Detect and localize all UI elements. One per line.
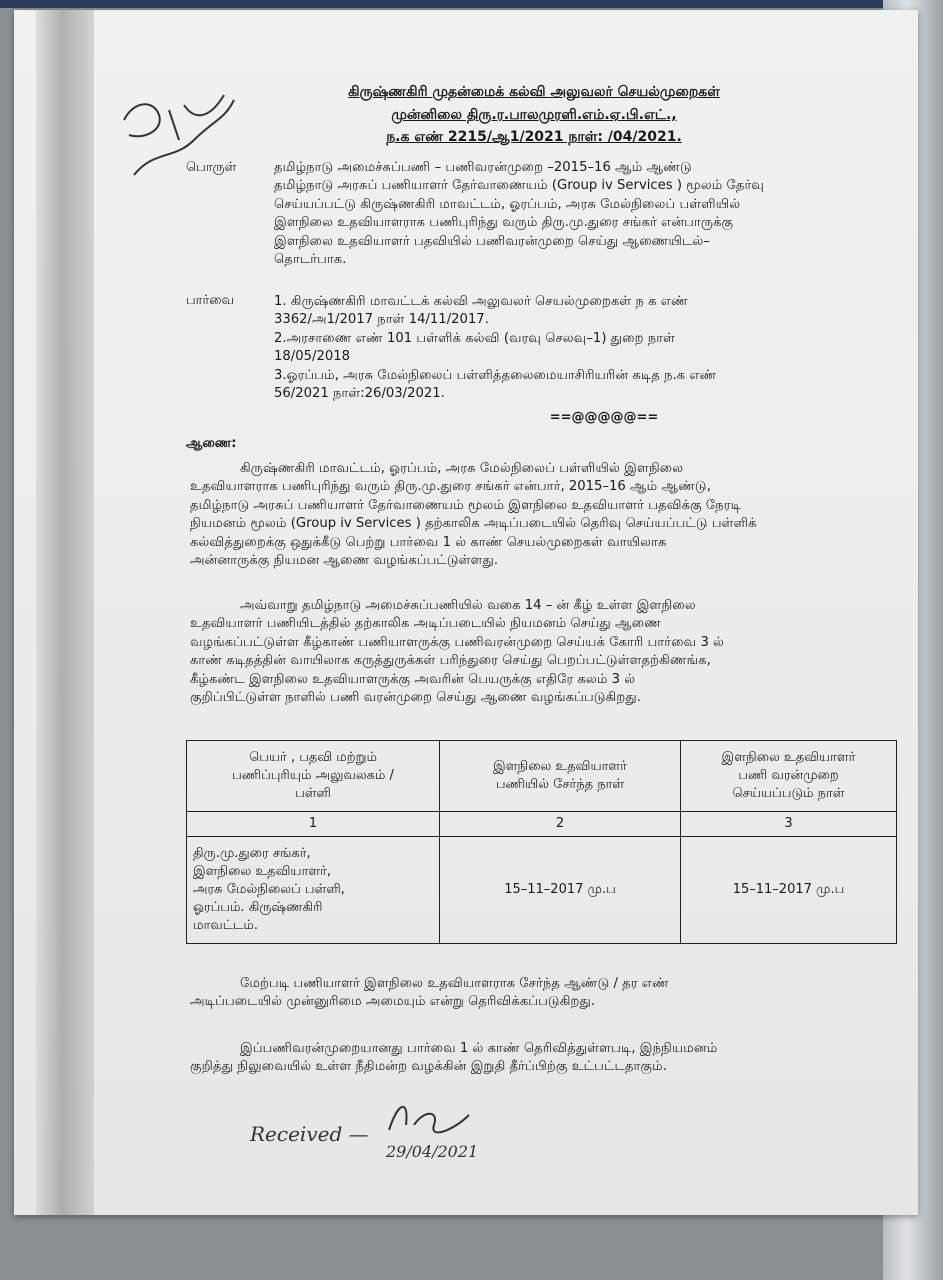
para3-line: மேற்படி பணியாளர் இளநிலை உதவியாளராக சேர்ந்த ஆண்டு / தர எண்	[240, 976, 669, 991]
employee-detail-line: திரு.மு.துரை சங்கர்,	[193, 846, 311, 861]
employee-details-cell	[187, 837, 440, 944]
paragraph-3	[190, 975, 890, 1012]
employee-detail-line: ஓரப்பம். கிருஷ்ணகிரி	[193, 900, 323, 915]
subject-line: இளநிலை உதவியாளர் பதவியில் பணிவரன்முறை செய்து ஆணையிடல்–	[274, 233, 711, 249]
header-text: இளநிலை உதவியாளர்	[721, 750, 856, 765]
para2-line: அவ்வாறு தமிழ்நாடு அமைச்சுப்பணியில் வகை 14 – ன் கீழ் உள்ள இளநிலை	[240, 598, 696, 613]
subject-line: தொடர்பாக.	[274, 252, 347, 268]
table-header-cell	[187, 741, 440, 812]
table-header-cell	[440, 741, 681, 812]
header-text: பணியில் சேர்ந்த நாள்	[495, 777, 625, 792]
header-text: பணி வரன்முறை	[738, 768, 839, 783]
subject-line: இளநிலை உதவியாளராக பணிபுரிந்து வரும் திரு.மு.துரை சங்கர் என்பாருக்கு	[274, 215, 734, 231]
column-number: 1	[187, 812, 440, 837]
header-text: பணிப்புரியும் அலுவலகம் /	[232, 768, 394, 783]
para1-line: நியமனம் மூலம் (Group iv Services ) தற்காலிக அடிப்படையில் தெரிவு செய்யப்பட்டு பள்ளிக்	[190, 516, 757, 532]
separator: ==@@@@@==	[549, 410, 659, 425]
para1-line: தமிழ்நாடு அரசுப் பணியாளர் தேர்வாணையம் மூலம் இளநிலை உதவியாளர் பதவிக்கு நேரடி	[190, 497, 742, 513]
subject-line: செய்யப்பட்டு கிருஷ்ணகிரி மாவட்டம், ஓரப்பம், அரசு மேல்நிலைப் பள்ளியில்	[274, 196, 741, 212]
para1-line: உதவியாளராக பணிபுரிந்து வரும் திரு.மு.துரை சங்கர் என்பார், 2015–16 ஆம் ஆண்டு,	[190, 479, 711, 495]
reference-label: பார்வை	[186, 293, 235, 308]
para1-line: கிருஷ்ணகிரி மாவட்டம், ஓரப்பம், அரசு மேல்நிலைப் பள்ளியில் இளநிலை	[240, 461, 684, 476]
regularized-date-cell: 15–11–2017 மு.ப	[681, 837, 897, 944]
paragraph-1	[190, 460, 890, 570]
table-header-cell	[681, 741, 897, 812]
photo-background-top	[0, 0, 943, 8]
regularization-table	[186, 740, 897, 944]
employee-detail-line: அரசு மேல்நிலைப் பள்ளி,	[193, 882, 345, 897]
para4-line: இப்பணிவரன்முறையானது பார்வை 1 ல் காண் தெரிவித்துள்ளபடி, இந்நியமனம்	[240, 1041, 718, 1056]
reference-line: 3.ஓரப்பம், அரசு மேல்நிலைப் பள்ளித்தலைமையாசிரியரின் கடித ந.க எண்	[274, 367, 717, 383]
employee-detail-line: மாவட்டம்.	[193, 918, 258, 933]
header-text: செய்யப்படும் நாள்	[732, 786, 845, 801]
header-text: பள்ளி	[295, 786, 331, 801]
para4-line: குறித்து நிலுவையில் உள்ள நீதிமன்ற வழக்கின் இறுதி தீர்ப்பிற்கு உட்பட்டதாகும்.	[190, 1059, 667, 1075]
para2-line: காண் கடிதத்தின் வாயிலாக கருத்துருக்கள் பரிந்துரை செய்து பெறப்பட்டுள்ளதற்கிணங்க,	[190, 653, 711, 669]
subject-text	[274, 159, 874, 269]
header-line-3: ந.க எண் 2215/ஆ1/2021 நாள்: /04/2021.	[386, 129, 682, 145]
reference-line: 56/2021 நாள்:26/03/2021.	[274, 386, 445, 402]
document-page	[14, 10, 918, 1215]
paragraph-2	[190, 597, 890, 707]
table-number-row	[187, 812, 897, 837]
para1-line: அன்னாருக்கு நியமன ஆணை வழங்கப்பட்டுள்ளது.	[190, 553, 499, 569]
paragraph-4	[190, 1040, 890, 1077]
para2-line: குறிப்பிட்டுள்ள நாளில் பணி வரன்முறை செய்து ஆணை வழங்கப்படுகிறது.	[190, 690, 641, 706]
table-header-row	[187, 741, 897, 812]
para2-line: உதவியாளர் பணியிடத்தில் தற்காலிக அடிப்படையில் நியமனம் செய்து ஆணை	[190, 616, 661, 632]
received-note: Received —	[250, 1122, 369, 1146]
received-signature	[384, 1095, 474, 1140]
table-row	[187, 837, 897, 944]
subject-line: தமிழ்நாடு அரசுப் பணியாளர் தேர்வாணையம் (Group iv Services ) மூலம் தேர்வு	[274, 178, 765, 194]
employee-detail-line: இளநிலை உதவியாளர்,	[193, 864, 332, 879]
header-text: பெயர் , பதவி மற்றும்	[249, 750, 377, 765]
header-text: இளநிலை உதவியாளர்	[493, 759, 627, 774]
header-line-1: கிருஷ்ணகிரி முதன்மைக் கல்வி அலுவலர் செயல்முறைகள்	[348, 84, 720, 100]
reference-line: 2.அரசாணை எண் 101 பள்ளிக் கல்வி (வரவு செலவு–1) துறை நாள்	[274, 330, 675, 346]
header-line-2: முன்னிலை திரு.ர.பாலமுரளி.எம்.ஏ.பி.எட்.,	[391, 107, 677, 123]
para1-line: கல்வித்துறைக்கு ஒதுக்கீடு பெற்று பார்வை 1 ல் காண் செயல்முறைகள் வாயிலாக	[190, 534, 667, 550]
column-number: 3	[681, 812, 897, 837]
order-label: ஆணை:	[186, 436, 237, 451]
reference-text	[274, 293, 874, 403]
column-number: 2	[440, 812, 681, 837]
para2-line: கீழ்கண்ட இளநிலை உதவியாளருக்கு அவரின் பெயருக்கு எதிரே கலம் 3 ல்	[190, 671, 636, 687]
subject-line: தமிழ்நாடு அமைச்சுப்பணி – பணிவரன்முறை –2015–16 ஆம் ஆண்டு	[274, 160, 692, 175]
reference-line: 1. கிருஷ்ணகிரி மாவட்டக் கல்வி அலுவலர் செயல்முறைகள் ந க எண்	[274, 294, 688, 309]
received-date: 29/04/2021	[386, 1142, 479, 1161]
para3-line: அடிப்படையில் முன்னுரிமை அமையும் என்று தெரிவிக்கப்படுகிறது.	[190, 994, 596, 1010]
para2-line: வழங்கப்பட்டுள்ள கீழ்காண் பணியாளருக்கு பணிவரன்முறை செய்யக் கோரி பார்வை 3 ல்	[190, 634, 724, 650]
reference-line: 3362/அ1/2017 நாள் 14/11/2017.	[274, 312, 489, 328]
joined-date-cell: 15–11–2017 மு.ப	[440, 837, 681, 944]
reference-line: 18/05/2018	[274, 349, 351, 365]
subject-label: பொருள்	[186, 160, 237, 175]
